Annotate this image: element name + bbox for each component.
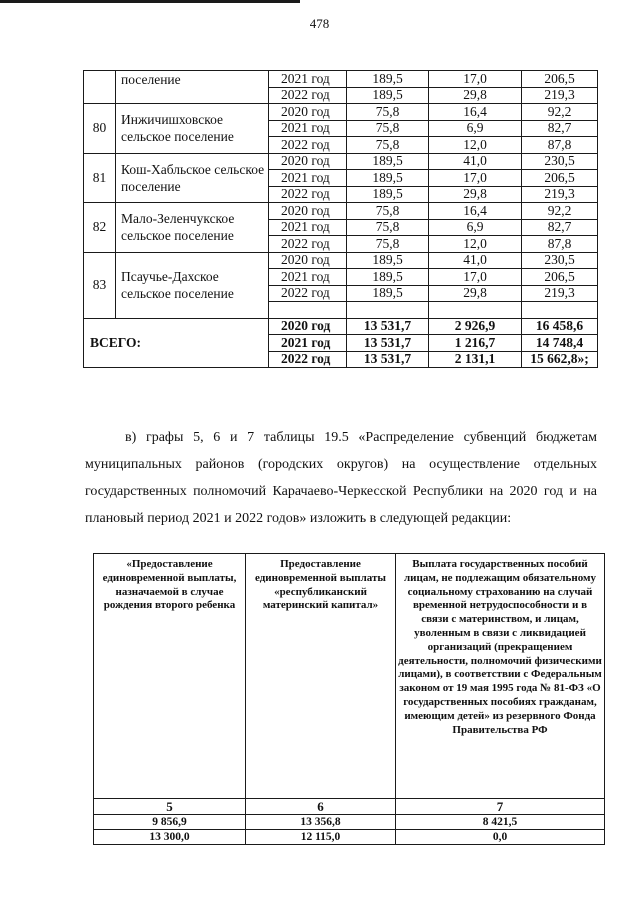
year-cell: 2021 год <box>269 335 347 352</box>
year-cell: 2020 год <box>269 252 347 269</box>
value-cell: 2 131,1 <box>429 351 522 368</box>
value-cell: 82,7 <box>522 120 598 137</box>
settlement-name: Инжичишховское сельское поселение <box>116 104 269 154</box>
total-label: ВСЕГО: <box>84 318 269 368</box>
table-row <box>84 203 598 220</box>
value-cell: 75,8 <box>347 120 429 137</box>
value-cell: 206,5 <box>522 269 598 286</box>
value-cell: 41,0 <box>429 153 522 170</box>
value-cell <box>347 302 429 319</box>
year-cell: 2021 год <box>269 71 347 88</box>
value-cell: 16,4 <box>429 203 522 220</box>
table2-cell: 8 421,5 <box>396 815 605 830</box>
value-cell: 75,8 <box>347 236 429 253</box>
value-cell: 75,8 <box>347 219 429 236</box>
value-cell: 2 926,9 <box>429 318 522 335</box>
year-cell: 2022 год <box>269 87 347 104</box>
value-cell: 29,8 <box>429 186 522 203</box>
table2-header-row <box>94 554 605 799</box>
value-cell: 15 662,8»; <box>522 351 598 368</box>
column-number: 5 <box>94 799 246 815</box>
value-cell: 230,5 <box>522 153 598 170</box>
value-cell: 12,0 <box>429 137 522 154</box>
row-number <box>84 71 116 104</box>
year-cell: 2020 год <box>269 153 347 170</box>
value-cell: 206,5 <box>522 71 598 88</box>
table2-row <box>94 815 605 830</box>
value-cell: 189,5 <box>347 285 429 302</box>
paragraph-text: в) графы 5, 6 и 7 таблицы 19.5 «Распределение субвенций бюджетам муниципальных районов (городских округов) на осуществление отдельных государственных полномочий Карачаево-Черкесской Республики на 2020 год и на плановый период 2021 и 2022 годов» изложить в следующей редакции: <box>85 430 597 526</box>
table2-cell: 0,0 <box>396 830 605 845</box>
value-cell: 92,2 <box>522 203 598 220</box>
table-row <box>84 252 598 269</box>
year-cell: 2021 год <box>269 170 347 187</box>
top-rule <box>0 0 300 3</box>
value-cell: 92,2 <box>522 104 598 121</box>
table-row <box>84 153 598 170</box>
value-cell: 6,9 <box>429 219 522 236</box>
year-cell: 2020 год <box>269 104 347 121</box>
value-cell: 189,5 <box>347 186 429 203</box>
value-cell: 13 531,7 <box>347 335 429 352</box>
value-cell: 219,3 <box>522 186 598 203</box>
value-cell: 1 216,7 <box>429 335 522 352</box>
year-cell: 2022 год <box>269 351 347 368</box>
row-number: 80 <box>84 104 116 154</box>
subventions-table <box>93 553 605 845</box>
table-row <box>84 104 598 121</box>
value-cell: 75,8 <box>347 203 429 220</box>
table2-cell: 13 356,8 <box>246 815 396 830</box>
value-cell: 13 531,7 <box>347 351 429 368</box>
settlement-name: Кош-Хабльское сельское поселение <box>116 153 269 203</box>
year-cell: 2021 год <box>269 269 347 286</box>
table2-header-6: Предоставление единовременной выплаты «республиканский материнский капитал» <box>246 554 396 799</box>
table2-header-5: «Предоставление единовременной выплаты, назначаемой в случае рождения второго ребенка <box>94 554 246 799</box>
year-cell: 2020 год <box>269 318 347 335</box>
value-cell: 189,5 <box>347 87 429 104</box>
value-cell: 87,8 <box>522 236 598 253</box>
settlements-table <box>83 70 598 368</box>
value-cell: 82,7 <box>522 219 598 236</box>
year-cell: 2021 год <box>269 120 347 137</box>
value-cell: 29,8 <box>429 285 522 302</box>
value-cell: 206,5 <box>522 170 598 187</box>
value-cell: 75,8 <box>347 104 429 121</box>
column-number: 7 <box>396 799 605 815</box>
table2-cell: 9 856,9 <box>94 815 246 830</box>
year-cell: 2020 год <box>269 203 347 220</box>
value-cell: 189,5 <box>347 170 429 187</box>
year-cell: 2022 год <box>269 236 347 253</box>
settlement-name: поселение <box>116 71 269 104</box>
value-cell: 189,5 <box>347 71 429 88</box>
table2-header-7: Выплата государственных пособий лицам, не подлежащим обязательному социальному страхованию на случай временной нетрудоспособности и в связи с материнством, и лицам, уволенным в связи с ликвидацией организаций (прекращением деятельности, полномочий физическими лицами), в соответствии с Федеральным законом от 19 мая 1995 года № 81-ФЗ «О государственных пособиях гражданам, имеющим детей» из резервного Фонда Правительства РФ <box>396 554 605 799</box>
year-cell: 2022 год <box>269 285 347 302</box>
year-cell: 2022 год <box>269 186 347 203</box>
settlement-name: Псаучье-Дахское сельское поселение <box>116 252 269 318</box>
value-cell: 14 748,4 <box>522 335 598 352</box>
value-cell: 219,3 <box>522 285 598 302</box>
column-number: 6 <box>246 799 396 815</box>
value-cell: 29,8 <box>429 87 522 104</box>
value-cell: 75,8 <box>347 137 429 154</box>
page-number: 478 <box>309 16 330 31</box>
value-cell: 12,0 <box>429 236 522 253</box>
row-number: 83 <box>84 252 116 318</box>
value-cell: 17,0 <box>429 71 522 88</box>
settlement-name: Мало-Зеленчукское сельское поселение <box>116 203 269 253</box>
total-row <box>84 318 598 335</box>
value-cell: 189,5 <box>347 153 429 170</box>
row-number: 81 <box>84 153 116 203</box>
value-cell: 17,0 <box>429 269 522 286</box>
value-cell: 17,0 <box>429 170 522 187</box>
value-cell: 16 458,6 <box>522 318 598 335</box>
table2-cell: 13 300,0 <box>94 830 246 845</box>
value-cell: 41,0 <box>429 252 522 269</box>
value-cell: 87,8 <box>522 137 598 154</box>
value-cell: 13 531,7 <box>347 318 429 335</box>
value-cell <box>522 302 598 319</box>
row-number: 82 <box>84 203 116 253</box>
value-cell: 189,5 <box>347 252 429 269</box>
value-cell <box>429 302 522 319</box>
year-cell: 2021 год <box>269 219 347 236</box>
year-cell <box>269 302 347 319</box>
value-cell: 189,5 <box>347 269 429 286</box>
value-cell: 16,4 <box>429 104 522 121</box>
year-cell: 2022 год <box>269 137 347 154</box>
value-cell: 219,3 <box>522 87 598 104</box>
table2-row <box>94 830 605 845</box>
value-cell: 230,5 <box>522 252 598 269</box>
table2-cell: 12 115,0 <box>246 830 396 845</box>
value-cell: 6,9 <box>429 120 522 137</box>
table2-column-numbers-row <box>94 799 605 815</box>
table-row <box>84 71 598 88</box>
